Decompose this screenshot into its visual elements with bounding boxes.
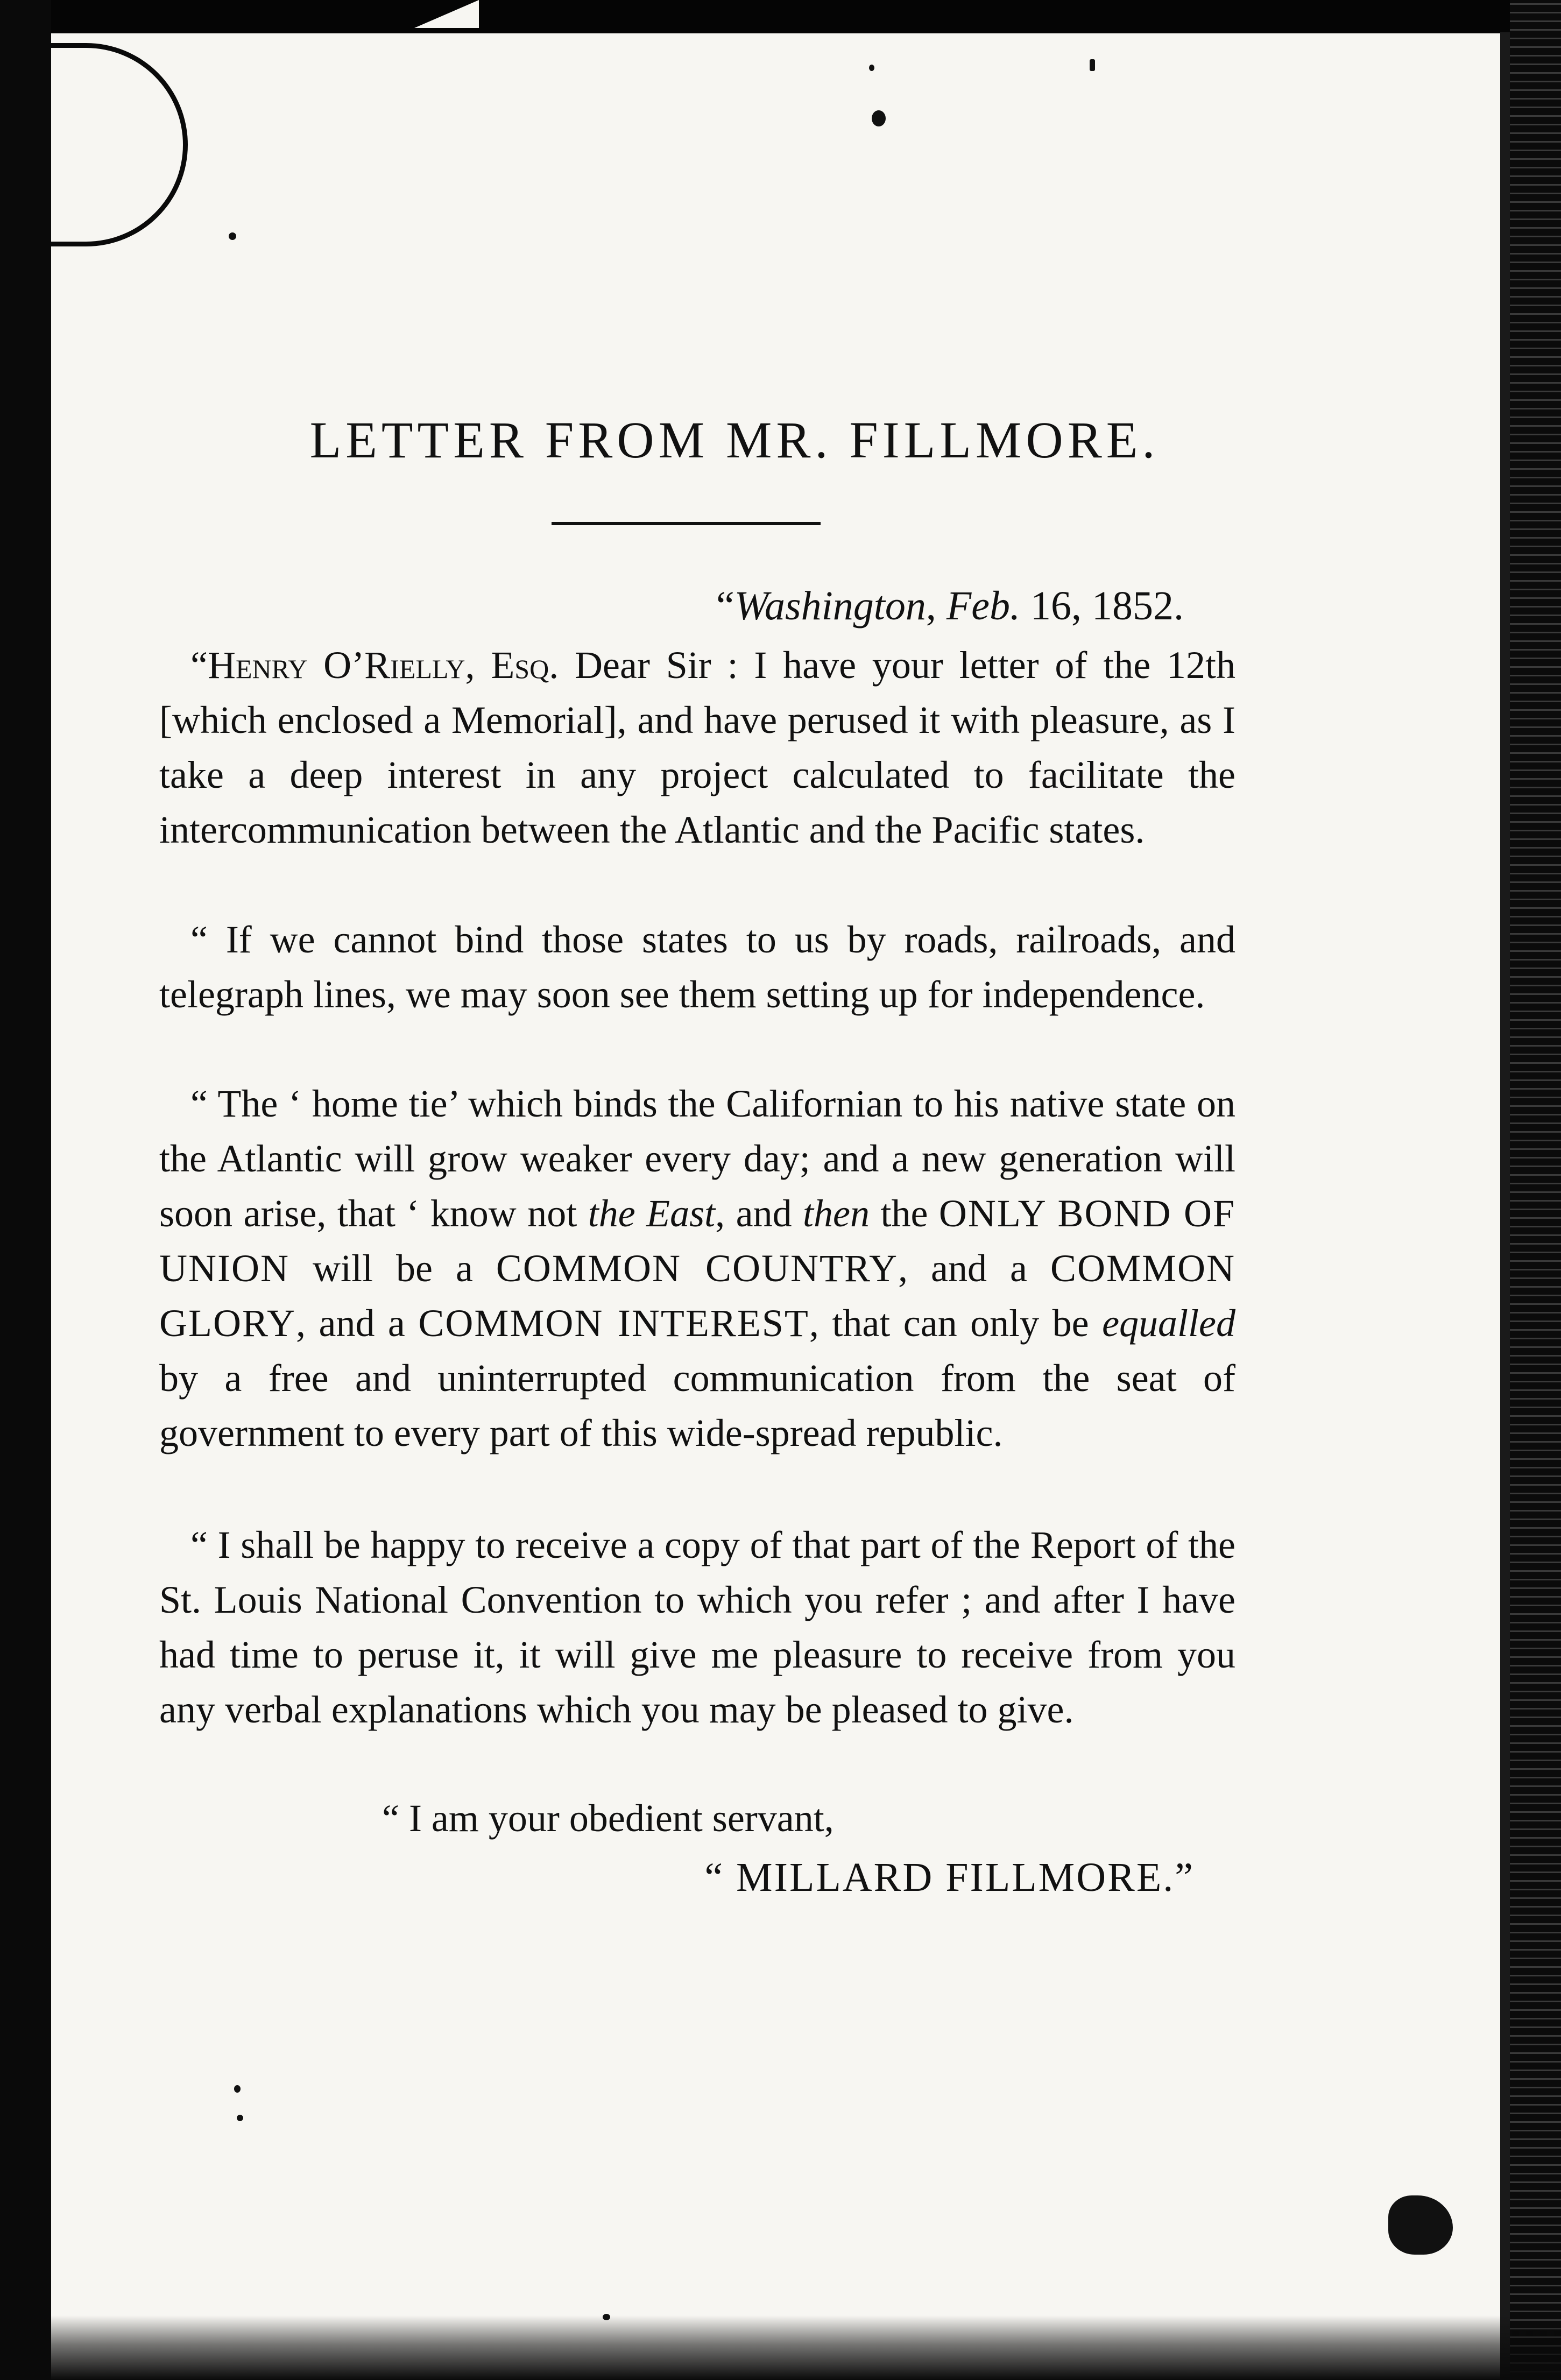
closing-line: “ I am your obedient servant, — [382, 1797, 834, 1840]
text-run: , and a — [296, 1302, 419, 1345]
dateline-quote: “ — [716, 583, 734, 628]
addressee: Henry O’Rielly, Esq. — [207, 644, 559, 687]
scan-right-border — [1510, 0, 1561, 2380]
paragraph-text: “ If we cannot bind those states to us by roads, railroads, and telegraph lines, we may soon see them setting up for independence. — [159, 918, 1235, 1016]
paragraph-report-request — [159, 1517, 1235, 1737]
italic-run: the East — [588, 1192, 716, 1235]
dateline-day-year: 16, 1852. — [1020, 583, 1184, 628]
letter-title: LETTER FROM MR. FILLMORE. — [309, 411, 1160, 469]
scan-speck — [234, 2085, 241, 2093]
scan-speck — [1388, 2195, 1453, 2255]
paragraph-text: Dear Sir : I have your letter of the 12th [which enclosed a Memorial], and have perused it with pleasure, as I take a deep interest in any project calculated to facilitate the intercommunication between the Atlantic and the Pacific states. — [159, 644, 1235, 851]
scan-speck — [1090, 59, 1095, 71]
paragraph-text: “ I shall be happy to receive a copy of that part of the Report of the St. Louis National Convention to which you refer ; and after I have had time to peruse it, it will give me pleasure to receive from you any verbal explanations which you may be pleased to give. — [159, 1523, 1235, 1731]
paragraph-bind-states — [159, 912, 1235, 1022]
text-run: by a free and uninterrupted communication from the seat of government to every part of this wide-spread republic. — [159, 1357, 1235, 1454]
scan-top-edge — [0, 0, 1561, 33]
dateline — [538, 578, 1184, 633]
text-run: , that can only be — [809, 1302, 1103, 1345]
scan-speck — [603, 2314, 610, 2320]
scan-speck — [869, 65, 874, 71]
scan-left-border — [0, 0, 51, 2380]
scan-bottom-edge — [0, 2315, 1561, 2380]
text-run: the — [870, 1192, 939, 1235]
text-run: , and a — [898, 1247, 1050, 1290]
text-run: “ The ‘ home tie’ which binds the Californian to his native state on the Atlantic will grow weaker every day; and a new generation will soon arise, that ‘ know not — [159, 1082, 1235, 1235]
dateline-month: Feb. — [946, 583, 1020, 628]
dateline-place: Washington — [734, 583, 926, 628]
scan-speck — [229, 232, 236, 240]
scan-speck — [872, 110, 886, 126]
caps-run: COMMON COUNTRY — [496, 1247, 898, 1290]
paragraph-home-tie — [159, 1076, 1235, 1460]
paragraph-salutation — [159, 638, 1235, 857]
signature: “ MILLARD FILLMORE.” — [704, 1855, 1195, 1900]
scan-speck — [237, 2115, 243, 2121]
paragraph-open-quote: “ — [190, 644, 208, 687]
scan-right-shadow — [1500, 32, 1510, 2380]
text-run: , and — [715, 1192, 803, 1235]
italic-run: then — [803, 1192, 870, 1235]
caps-run: COMMON GLORY — [159, 1247, 1235, 1345]
text-run: will be a — [289, 1247, 496, 1290]
dateline-comma: , — [926, 583, 947, 628]
title-divider — [552, 522, 821, 525]
italic-run: equalled — [1102, 1302, 1236, 1345]
scan-binding-mark — [0, 43, 188, 246]
caps-run: COMMON INTEREST — [418, 1302, 809, 1345]
caps-run: ONLY BOND OF UNION — [159, 1192, 1236, 1290]
